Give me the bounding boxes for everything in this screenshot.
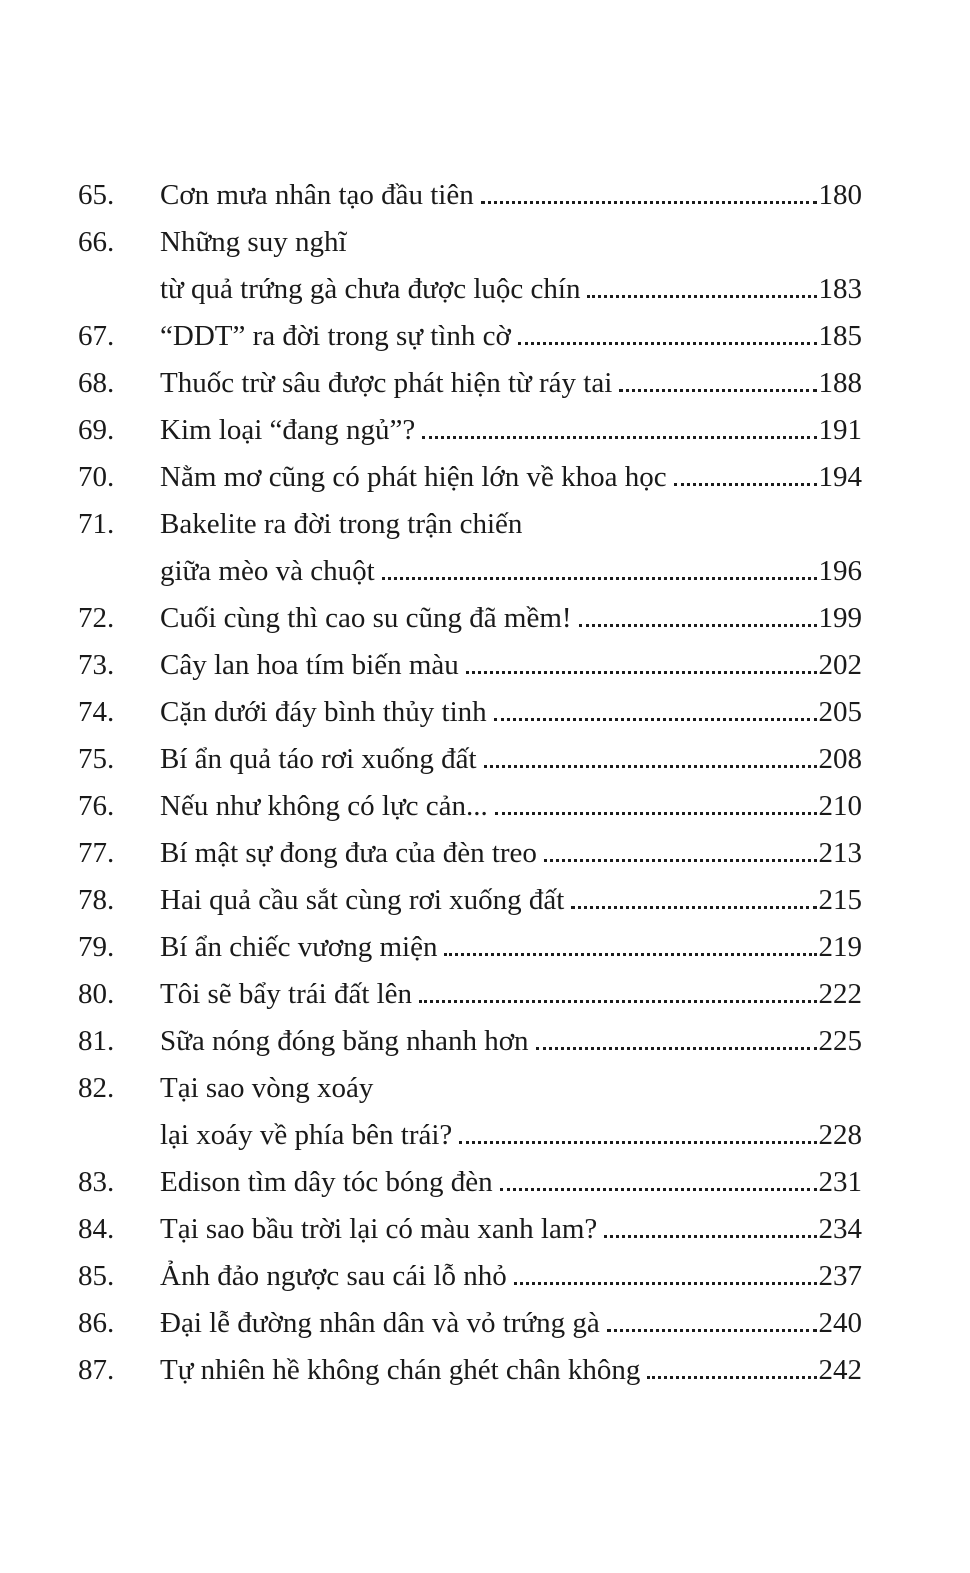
toc-entry-body [160,407,862,454]
toc-entry-number: 71. [78,508,115,540]
dotted-leader [607,1329,817,1332]
dotted-leader [514,1282,817,1285]
toc-entry-number: 82. [78,1072,115,1104]
dotted-leader [647,1376,816,1379]
toc-entry-line [160,548,862,595]
toc-entry [78,172,862,219]
dotted-leader [544,859,817,862]
toc-entry-page: 185 [818,320,862,352]
toc-entry-page: 202 [818,649,862,681]
toc-entry-title: Tự nhiên hề không chán ghét chân không [160,1354,641,1386]
toc-entry [78,1347,862,1394]
toc-entry-page: 237 [818,1260,862,1292]
toc-entry-body [160,783,862,830]
toc-entry-line [160,407,862,454]
toc-entry-body [160,736,862,783]
toc-entry-body [160,360,862,407]
toc-entry-page: 191 [818,414,862,446]
toc-entry [78,313,862,360]
dotted-leader [571,906,816,909]
toc-entry-title: từ quả trứng gà chưa được luộc chín [160,273,581,305]
toc-entry [78,1065,862,1159]
toc-entry-line [160,1159,862,1206]
dotted-leader [481,201,817,204]
toc-entry [78,642,862,689]
toc-entry [78,454,862,501]
toc-entry-line [160,1065,862,1112]
toc-entry [78,595,862,642]
toc-entry-body [160,1300,862,1347]
toc-entry [78,830,862,877]
toc-entry-title: Bakelite ra đời trong trận chiến [160,508,523,540]
toc-entry-body [160,172,862,219]
toc-entry-body [160,924,862,971]
dotted-leader [419,1000,816,1003]
toc-entry-number: 86. [78,1307,115,1339]
toc-entry-page: 242 [818,1354,862,1386]
toc-entry-line [160,501,862,548]
toc-entry [78,783,862,830]
dotted-leader [494,718,817,721]
dotted-leader [495,812,817,815]
dotted-leader [382,577,817,580]
toc-entry-body [160,1253,862,1300]
toc-entry-number: 77. [78,837,115,869]
toc-entry-title: Cơn mưa nhân tạo đầu tiên [160,179,474,211]
toc-entry-line [160,1300,862,1347]
toc-entry-page: 219 [818,931,862,963]
toc-entry-line [160,360,862,407]
toc-entry-title: Cây lan hoa tím biến màu [160,649,459,681]
toc-entry-line [160,454,862,501]
toc-entry-body [160,642,862,689]
toc-entry-body [160,219,862,313]
dotted-leader [587,295,816,298]
toc-entry-title: Hai quả cầu sắt cùng rơi xuống đất [160,884,565,916]
toc-entry-number: 70. [78,461,115,493]
toc-entry-body [160,971,862,1018]
toc-entry-line [160,266,862,313]
toc-entry-number: 75. [78,743,115,775]
toc-entry [78,971,862,1018]
toc-entry-page: 180 [818,179,862,211]
toc-entry-title: Cuối cùng thì cao su cũng đã mềm! [160,602,572,634]
toc-entry [78,360,862,407]
toc-entry-line [160,219,862,266]
toc-entry-number: 83. [78,1166,115,1198]
toc-entry [78,1253,862,1300]
toc-entry [78,689,862,736]
toc-entry-page: 240 [818,1307,862,1339]
dotted-leader [459,1141,816,1144]
toc-entry-line [160,783,862,830]
toc-entry-title: Những suy nghĩ [160,226,347,258]
toc-entry-number: 68. [78,367,115,399]
toc-entry-body [160,877,862,924]
toc-entry [78,1018,862,1065]
toc-entry-title: Thuốc trừ sâu được phát hiện từ ráy tai [160,367,613,399]
toc-entry-number: 85. [78,1260,115,1292]
toc-entry [78,219,862,313]
toc-entry-page: 196 [818,555,862,587]
toc-entry-title: Bí mật sự đong đưa của đèn treo [160,837,537,869]
toc-entry-title: Bí ẩn chiếc vương miện [160,931,438,963]
toc-entry-number: 65. [78,179,115,211]
toc-entry-line [160,313,862,360]
toc-entry-body [160,313,862,360]
toc-entry-page: 205 [818,696,862,728]
toc-entry-page: 222 [818,978,862,1010]
toc-entry-page: 213 [818,837,862,869]
toc-entry-number: 74. [78,696,115,728]
toc-entry-title: Sữa nóng đóng băng nhanh hơn [160,1025,529,1057]
toc-entry-page: 228 [818,1119,862,1151]
toc-entry-number: 76. [78,790,115,822]
toc-entry-title: Ảnh đảo ngược sau cái lỗ nhỏ [160,1260,507,1292]
toc-entry-body [160,501,862,595]
dotted-leader [674,483,817,486]
dotted-leader [579,624,817,627]
toc-entry-page: 234 [818,1213,862,1245]
dotted-leader [484,765,817,768]
toc-entry-body [160,830,862,877]
toc-entry-body [160,689,862,736]
toc-entry-title: giữa mèo và chuột [160,555,375,587]
toc-entry-number: 79. [78,931,115,963]
toc-entry-title: Nếu như không có lực cản... [160,790,488,822]
toc-entry-line [160,1347,862,1394]
toc-entry-body [160,1065,862,1159]
toc-entry [78,501,862,595]
toc-entry [78,736,862,783]
table-of-contents [78,172,862,1394]
toc-entry-line [160,924,862,971]
toc-entry-body [160,1347,862,1394]
dotted-leader [466,671,817,674]
dotted-leader [536,1047,817,1050]
toc-entry-page: 231 [818,1166,862,1198]
toc-entry [78,1300,862,1347]
toc-entry-title: Nằm mơ cũng có phát hiện lớn về khoa học [160,461,667,493]
toc-entry-title: lại xoáy về phía bên trái? [160,1119,453,1151]
toc-entry-number: 73. [78,649,115,681]
toc-entry-number: 66. [78,226,115,258]
toc-entry-number: 78. [78,884,115,916]
toc-entry-number: 69. [78,414,115,446]
toc-entry-title: Edison tìm dây tóc bóng đèn [160,1166,493,1198]
toc-entry-title: Kim loại “đang ngủ”? [160,414,416,446]
toc-entry-body [160,595,862,642]
toc-entry-number: 67. [78,320,115,352]
toc-entry-page: 210 [818,790,862,822]
toc-entry-body [160,1206,862,1253]
toc-entry-line [160,1206,862,1253]
dotted-leader [619,389,816,392]
toc-entry-number: 72. [78,602,115,634]
toc-entry-body [160,1159,862,1206]
toc-entry-number: 87. [78,1354,115,1386]
dotted-leader [518,342,817,345]
toc-entry-line [160,1253,862,1300]
toc-entry-line [160,689,862,736]
toc-entry [78,407,862,454]
toc-entry-line [160,877,862,924]
toc-entry-page: 183 [818,273,862,305]
dotted-leader [444,953,816,956]
toc-entry-title: Cặn dưới đáy bình thủy tinh [160,696,487,728]
toc-entry-title: Tôi sẽ bẩy trái đất lên [160,978,413,1010]
toc-entry-line [160,830,862,877]
dotted-leader [500,1188,817,1191]
toc-entry-line [160,595,862,642]
toc-entry-number: 80. [78,978,115,1010]
toc-entry-page: 208 [818,743,862,775]
toc-entry-page: 225 [818,1025,862,1057]
toc-entry-line [160,1112,862,1159]
toc-entry-title: Tại sao bầu trời lại có màu xanh lam? [160,1213,598,1245]
toc-entry-number: 81. [78,1025,115,1057]
toc-entry-page: 199 [818,602,862,634]
toc-entry-page: 194 [818,461,862,493]
toc-entry-body [160,454,862,501]
toc-entry-number: 84. [78,1213,115,1245]
toc-entry-body [160,1018,862,1065]
toc-entry-page: 215 [818,884,862,916]
toc-entry [78,877,862,924]
toc-entry-line [160,736,862,783]
toc-entry-line [160,172,862,219]
toc-entry-page: 188 [818,367,862,399]
toc-entry-title: Bí ẩn quả táo rơi xuống đất [160,743,477,775]
toc-entry [78,1159,862,1206]
toc-entry-title: Đại lễ đường nhân dân và vỏ trứng gà [160,1307,600,1339]
toc-entry-line [160,642,862,689]
toc-entry [78,1206,862,1253]
toc-entry-line [160,971,862,1018]
toc-entry [78,924,862,971]
toc-entry-title: “DDT” ra đời trong sự tình cờ [160,320,511,352]
dotted-leader [422,436,816,439]
dotted-leader [604,1235,816,1238]
toc-entry-title: Tại sao vòng xoáy [160,1072,374,1104]
toc-entry-line [160,1018,862,1065]
